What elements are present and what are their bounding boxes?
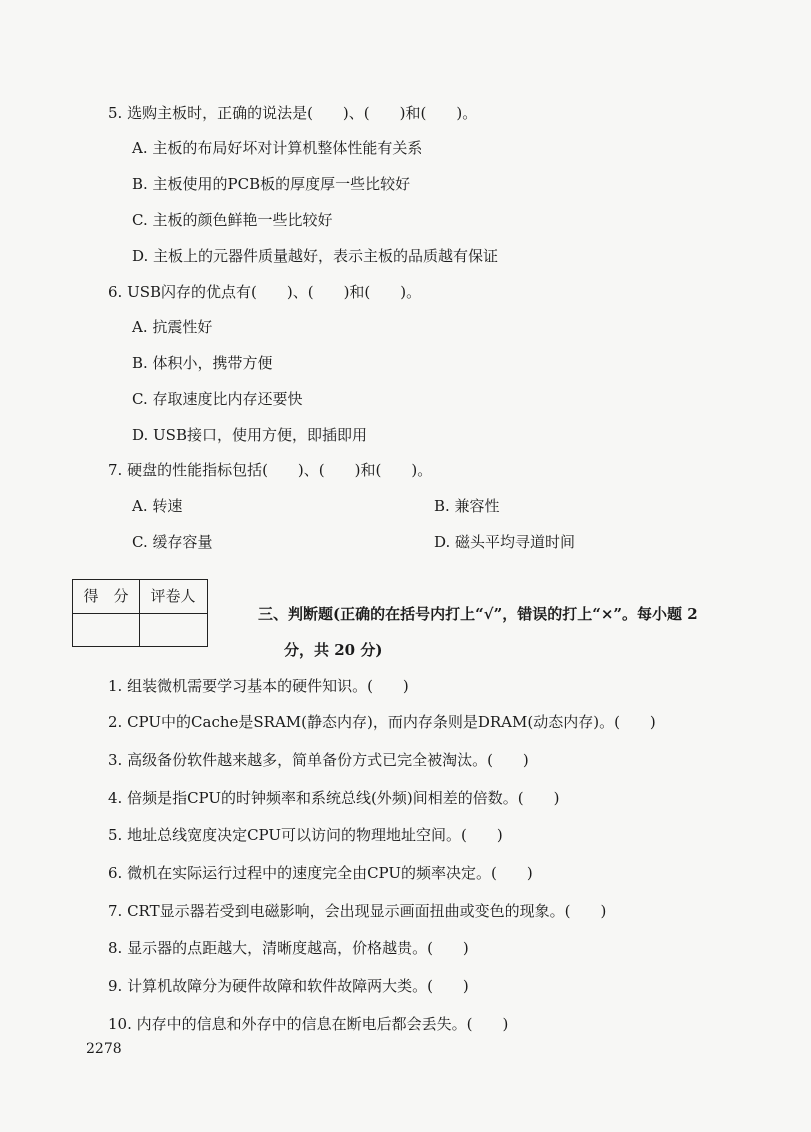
section-3-title-cont: 分，共 20 分) — [284, 641, 383, 659]
tf-question-2: 2. CPU中的Cache是SRAM(静态内存)，而内存条则是DRAM(动态内存)。( ) — [108, 713, 656, 731]
tf-question-10: 10. 内存中的信息和外存中的信息在断电后都会丢失。( ) — [108, 1015, 509, 1033]
score-header: 得 分 — [83, 587, 129, 605]
score-table-divider — [73, 613, 207, 614]
mc-5-option-d: D. 主板上的元器件质量越好，表示主板的品质越有保证 — [132, 247, 499, 265]
section-3-title: 三、判断题(正确的在括号内打上“√”，错误的打上“×”。每小题 2 — [258, 605, 698, 623]
page-number: 2278 — [86, 1041, 122, 1057]
tf-question-5: 5. 地址总线宽度决定CPU可以访问的物理地址空间。( ) — [108, 826, 503, 844]
score-table-column-divider — [139, 580, 140, 646]
mc-6-option-a: A. 抗震性好 — [132, 318, 213, 336]
mc-7-option-a: A. 转速 — [132, 497, 183, 515]
mc-6-option-c: C. 存取速度比内存还要快 — [132, 390, 303, 408]
mc-question-5: 5. 选购主板时，正确的说法是( )、( )和( )。 — [108, 104, 478, 122]
tf-question-3: 3. 高级备份软件越来越多，简单备份方式已完全被淘汰。( ) — [108, 751, 529, 769]
tf-question-6: 6. 微机在实际运行过程中的速度完全由CPU的频率决定。( ) — [108, 864, 533, 882]
mc-6-option-d: D. USB接口，使用方便，即插即用 — [132, 426, 367, 444]
tf-question-7: 7. CRT显示器若受到电磁影响，会出现显示画面扭曲或变色的现象。( ) — [108, 902, 607, 920]
tf-question-9: 9. 计算机故障分为硬件故障和软件故障两大类。( ) — [108, 977, 469, 995]
mc-7-option-b: B. 兼容性 — [434, 497, 500, 515]
mc-5-option-b: B. 主板使用的PCB板的厚度厚一些比较好 — [132, 175, 411, 193]
grader-header: 评卷人 — [150, 587, 196, 605]
mc-5-option-c: C. 主板的颜色鲜艳一些比较好 — [132, 211, 333, 229]
mc-6-option-b: B. 体积小，携带方便 — [132, 354, 273, 372]
mc-5-option-a: A. 主板的布局好坏对计算机整体性能有关系 — [132, 139, 423, 157]
mc-question-7: 7. 硬盘的性能指标包括( )、( )和( )。 — [108, 461, 433, 479]
tf-question-1: 1. 组装微机需要学习基本的硬件知识。( ) — [108, 677, 409, 695]
mc-7-option-c: C. 缓存容量 — [132, 533, 213, 551]
score-table — [72, 579, 208, 647]
tf-question-4: 4. 倍频是指CPU的时钟频率和系统总线(外频)间相差的倍数。( ) — [108, 789, 560, 807]
tf-question-8: 8. 显示器的点距越大，清晰度越高，价格越贵。( ) — [108, 939, 469, 957]
mc-7-option-d: D. 磁头平均寻道时间 — [434, 533, 576, 551]
mc-question-6: 6. USB闪存的优点有( )、( )和( )。 — [108, 283, 422, 301]
